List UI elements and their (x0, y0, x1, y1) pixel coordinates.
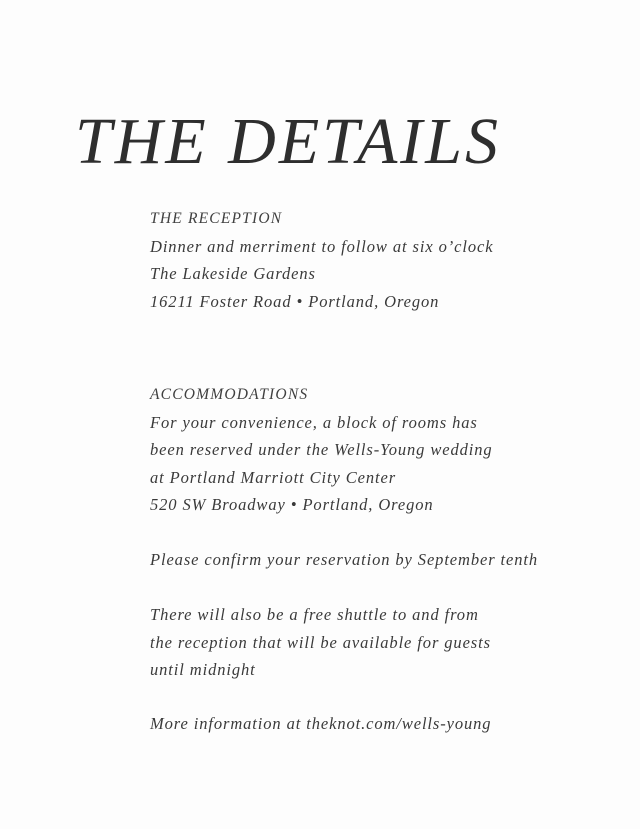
reception-venue: The Lakeside Gardens (150, 264, 316, 283)
accommodations-heading: ACCOMMODATIONS (150, 386, 309, 403)
accommodations-line-2: been reserved under the Wells-Young wedding (150, 440, 493, 459)
confirm-reservation-text: Please confirm your reservation by September tenth (150, 550, 539, 569)
reception-time: Dinner and merriment to follow at six o’clock (150, 236, 494, 256)
accommodations-address: 520 SW Broadway • Portland, Oregon (150, 495, 434, 514)
page-title: THE DETAILS (75, 105, 501, 178)
reception-section (150, 205, 620, 315)
shuttle-section (150, 601, 620, 684)
shuttle-line-2: the reception that will be available for guests (150, 632, 491, 652)
more-info-section (150, 710, 620, 738)
accommodations-section (150, 381, 620, 519)
shuttle-line-3: until midnight (150, 660, 256, 679)
reception-heading: THE RECEPTION (150, 210, 283, 227)
more-info-text: More information at theknot.com/wells-young (150, 714, 492, 733)
accommodations-line-1: For your convenience, a block of rooms has (150, 412, 478, 432)
accommodations-hotel: at Portland Marriott City Center (150, 467, 397, 487)
reception-address: 16211 Foster Road • Portland, Oregon (150, 291, 440, 311)
shuttle-line-1: There will also be a free shuttle to and from (150, 605, 479, 624)
confirm-section (150, 546, 620, 574)
